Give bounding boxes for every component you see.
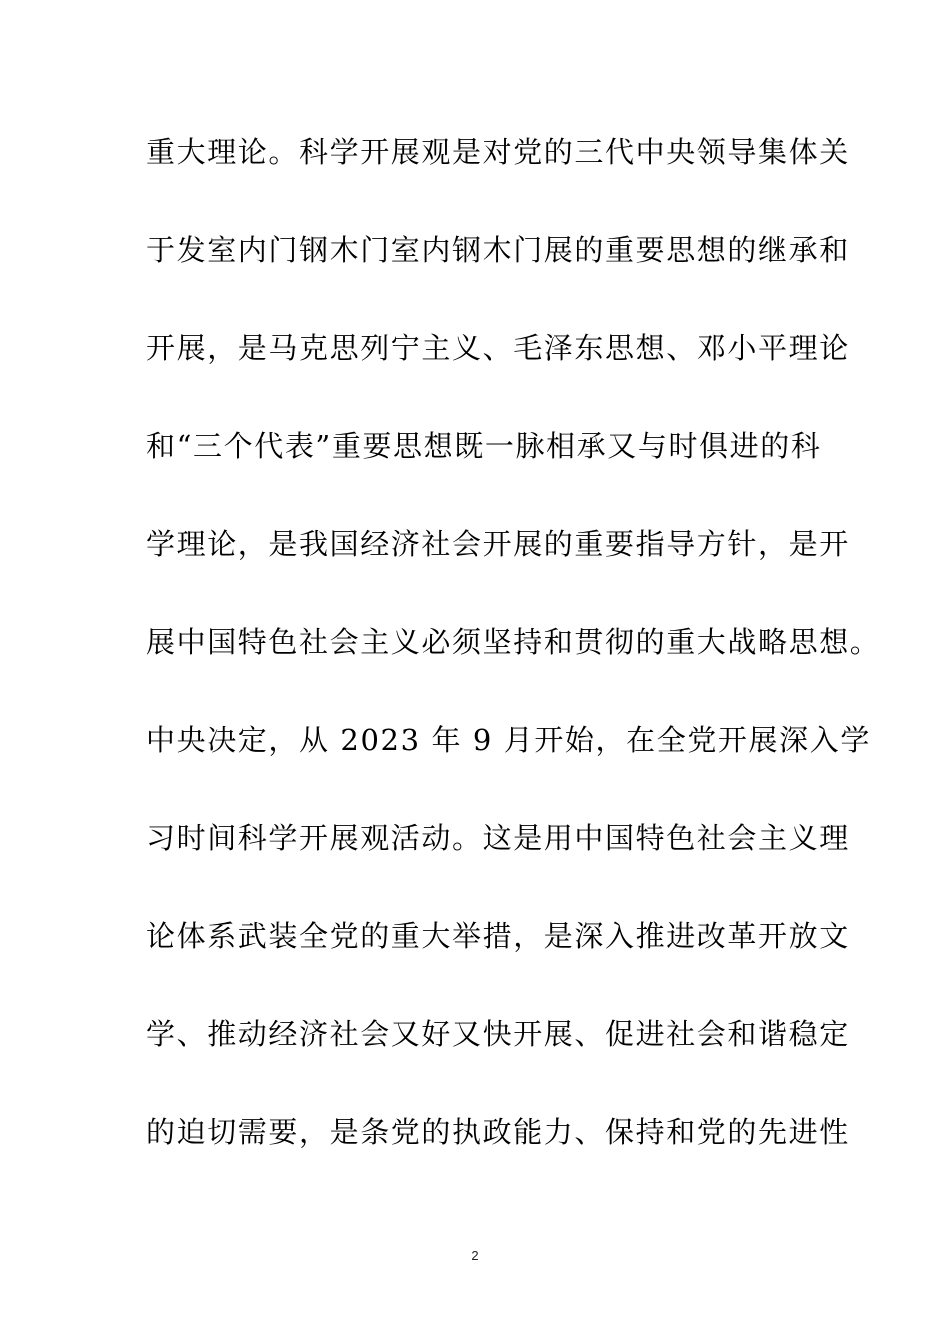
text-line: 展中国特色社会主义必须坚持和贯彻的重大战略思想。 [146,625,881,659]
text-line: 论体系武装全党的重大举措，是深入推进改革开放文 [146,919,850,953]
text-line: 学理论，是我国经济社会开展的重要指导方针，是开 [146,527,850,561]
text-line: 中央决定，从 2023 年 9 月开始，在全党开展深入学 [146,723,871,757]
text-line: 的迫切需要，是条党的执政能力、保持和党的先进性 [146,1115,850,1149]
text-line: 开展，是马克思列宁主义、毛泽东思想、邓小平理论 [146,331,850,365]
text-line: 重大理论。科学开展观是对党的三代中央领导集体关 [146,135,850,169]
body-text [146,126,881,1204]
text-line: 习时间科学开展观活动。这是用中国特色社会主义理 [146,821,850,855]
text-line: 学、推动经济社会又好又快开展、促进社会和谐稳定 [146,1017,850,1051]
text-line: 和“三个代表”重要思想既一脉相承又与时俱进的科 [146,429,822,463]
text-line: 于发室内门钢木门室内钢木门展的重要思想的继承和 [146,233,850,267]
page-number: 2 [471,1248,479,1263]
